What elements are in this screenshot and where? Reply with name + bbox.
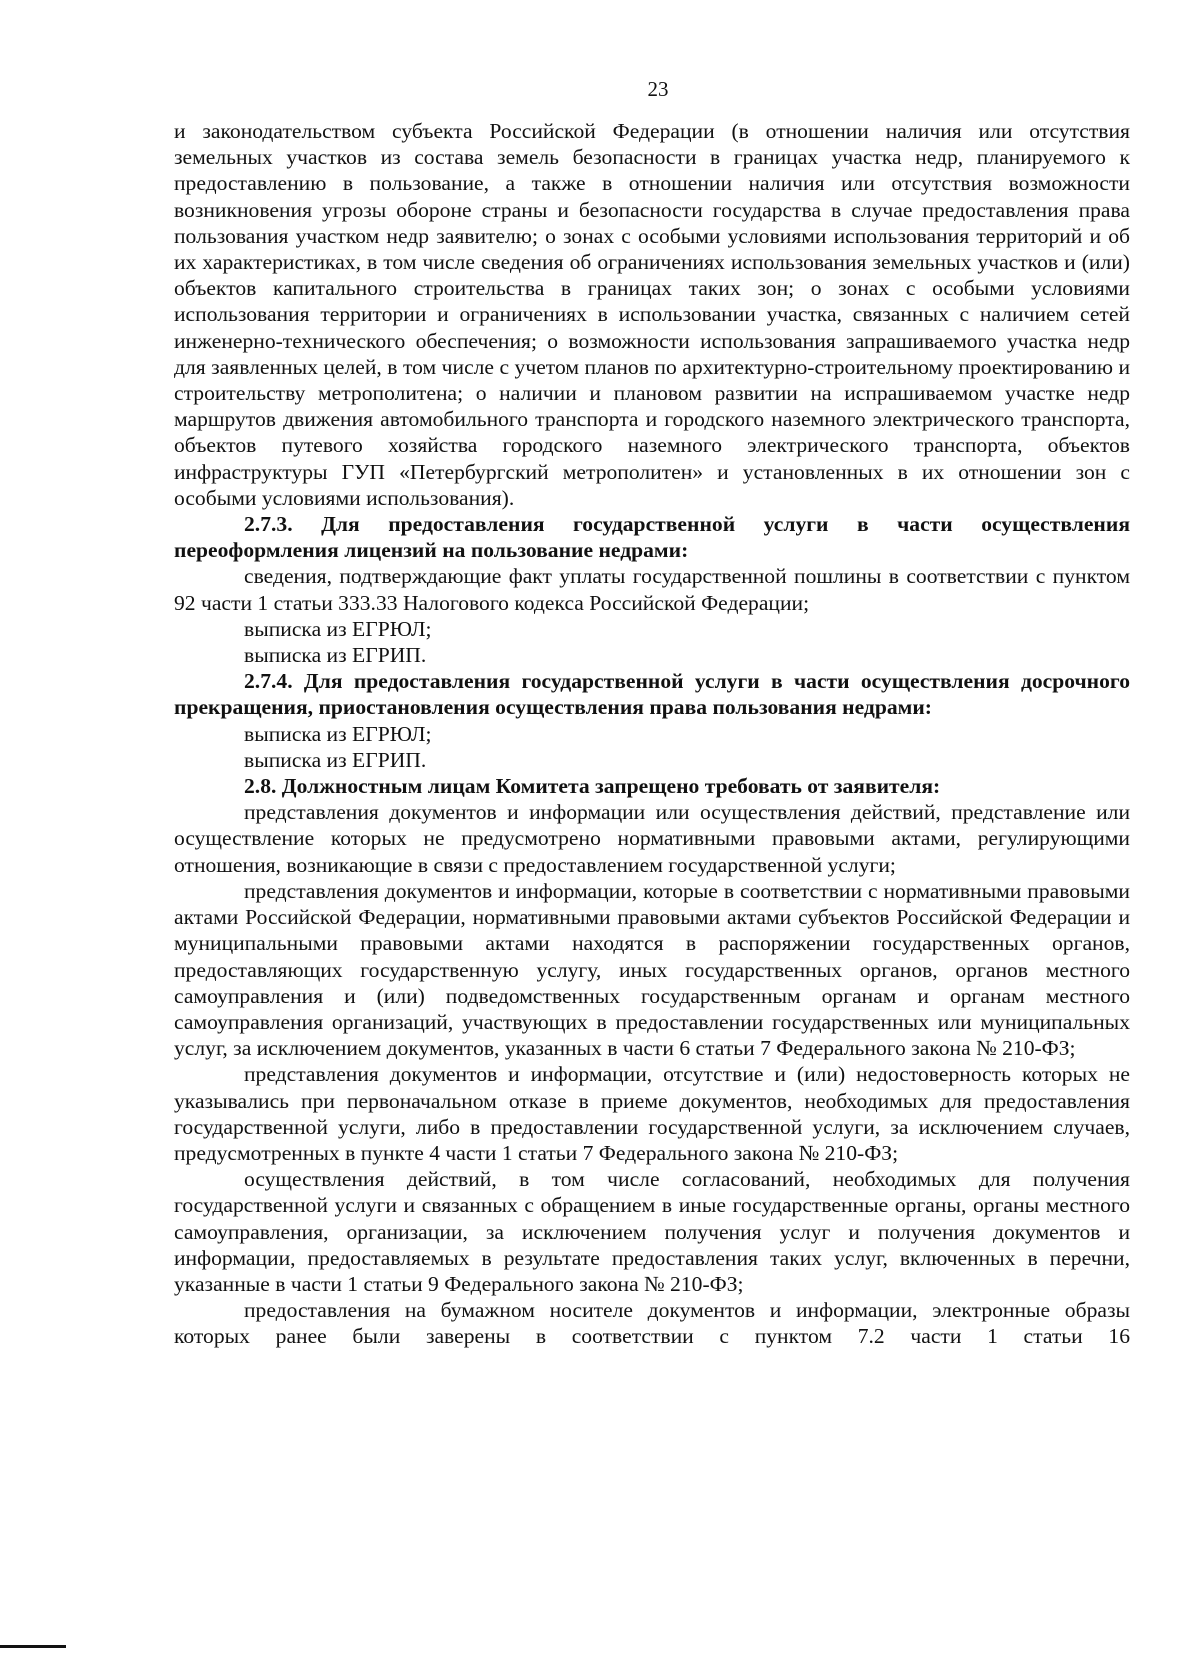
heading-2-8: 2.8. Должностным лицам Комитета запрещено требовать от заявителя: [244,774,941,799]
paragraph-prohibition-5: предоставления на бумажном носителе документов и информации, электронные образы которых ранее были заверены в соответствии с пунктом 7.2 части 1 статьи 16 [174,1298,1130,1349]
list-item-egrip-2: выписка из ЕГРИП. [244,747,427,772]
heading-2-7-4: 2.7.4. Для предоставления государственной услуги в части осуществления досрочного прекращения, приостановления осуществления права пользования недрами: [174,669,1130,720]
list-item-egrul-2: выписка из ЕГРЮЛ; [244,721,432,746]
list-item-egrip: выписка из ЕГРИП. [244,643,427,668]
paragraph-prohibition-3: представления документов и информации, отсутствие и (или) недостоверность которых не указывались при первоначальном отказе в приеме документов, необходимых для предоставления государственной услуги, либо в предоставлении государственной услуги, за исключением случаев, предусмотренных в пункте 4 части 1 статьи 7 Федерального закона № 210-ФЗ; [174,1062,1130,1165]
footer-rule [0,1645,66,1648]
document-page [174,76,1130,1350]
page-number: 23 [647,77,669,101]
paragraph-prohibition-1: представления документов и информации или осуществления действий, представление или осуществление которых не предусмотрено нормативными правовыми актами, регулирующими отношения, возникающие в связи с предоставлением государственной услуги; [174,800,1130,877]
paragraph-state-fee: сведения, подтверждающие факт уплаты государственной пошлины в соответствии с пунктом 92 части 1 статьи 333.33 Налогового кодекса Российской Федерации; [174,564,1130,615]
heading-2-7-3: 2.7.3. Для предоставления государственной услуги в части осуществления переоформления лицензий на пользование недрами: [174,512,1130,563]
paragraph-prohibition-2: представления документов и информации, которые в соответствии с нормативными правовыми актами Российской Федерации, нормативными правовыми актами субъектов Российской Федерации и муниципальными правовыми актами находятся в распоряжении государственных органов, предоставляющих государственную услугу, иных государственных органов, органов местного самоуправления и (или) подведомственных государственным органам и органам местного самоуправления организаций, участвующих в предоставлении государственных или муниципальных услуг, за исключением документов, указанных в части 6 статьи 7 Федерального закона № 210-ФЗ; [174,878,1130,1061]
list-item-egrul: выписка из ЕГРЮЛ; [244,616,432,641]
paragraph-prohibition-4: осуществления действий, в том числе согласований, необходимых для получения государственной услуги и связанных с обращением в иные государственные органы, органы местного самоуправления, организации, за исключением получения услуг и получения документов и информации, предоставляемых в результате предоставления таких услуг, включенных в перечни, указанные в части 1 статьи 9 Федерального закона № 210-ФЗ; [174,1167,1130,1296]
paragraph-context-sources: и законодательством субъекта Российской Федерации (в отношении наличия или отсутствия земельных участков из состава земель безопасности в границах участка недр, планируемого к предоставлению в пользование, а также в отношении наличия или отсутствия возможности возникновения угрозы обороне страны и безопасности государства в случае предоставления права пользования участком недр заявителю; о зонах с особыми условиями использования территорий и об их характеристиках, в том числе сведения об ограничениях использования земельных участков и (или) объектов капитального строительства в границах таких зон; о зонах с особыми условиями использования территории и ограничениях в использовании участка, связанных с наличием сетей инженерно-технического обеспечения; о возможности использования запрашиваемого участка недр для заявленных целей, в том числе с учетом планов по архитектурно-строительному проектированию и строительству метрополитена; о наличии и плановом развитии на испрашиваемом участке недр маршрутов движения автомобильного транспорта и городского наземного электрического транспорта, объектов путевого хозяйства городского наземного электрического транспорта, объектов инфраструктуры ГУП «Петербургский метрополитен» и установленных в их отношении зон с особыми условиями использования). [174,119,1130,510]
